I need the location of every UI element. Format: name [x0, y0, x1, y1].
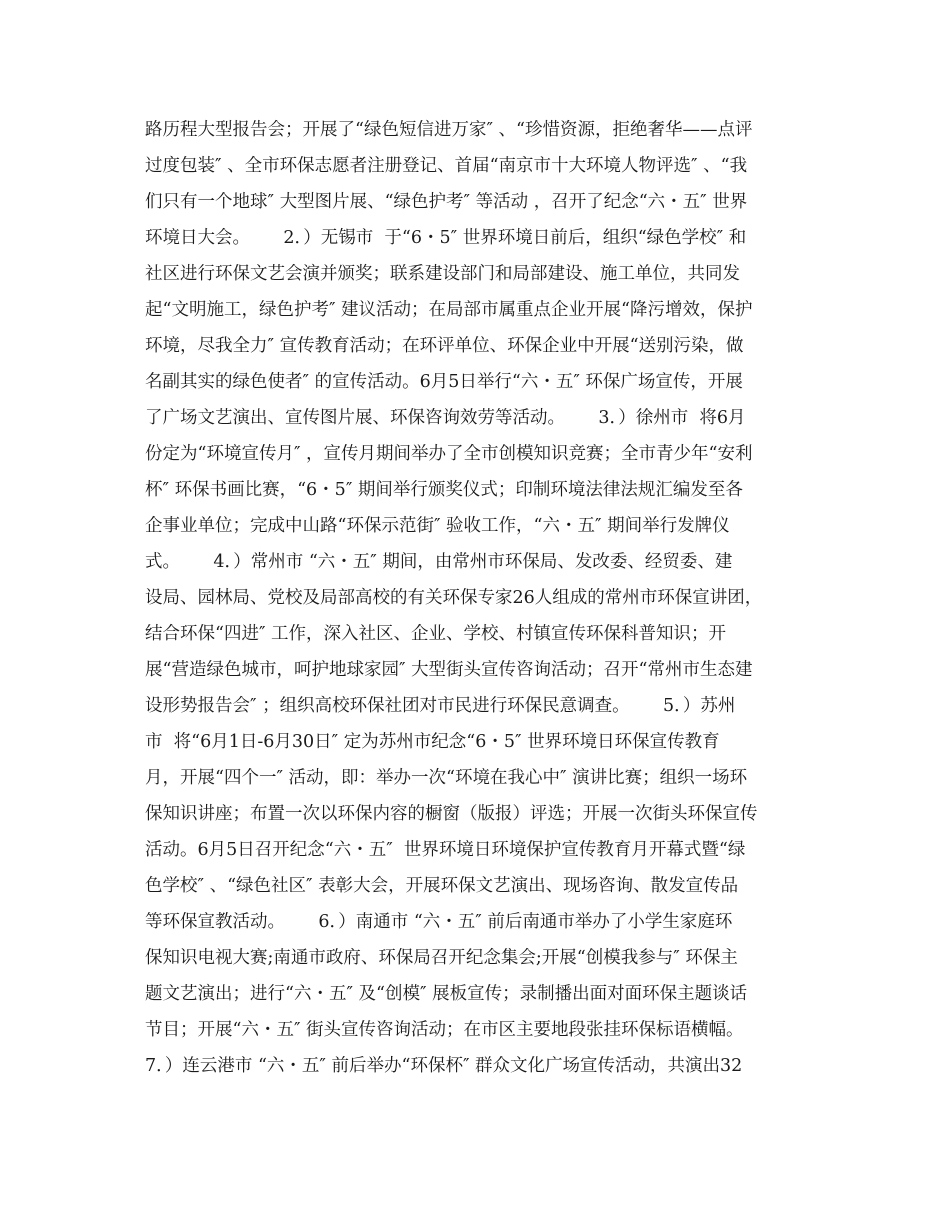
text-line: 题文艺演出；进行“六・五″ 及“创模″ 展板宣传；录制播出面对面环保主题谈话: [145, 984, 748, 1004]
text-line: 设形势报告会″ ；组织高校环保社团对市民进行环保民意调查。 5．）苏州: [145, 696, 736, 716]
text-line: 式。 4．）常州市 “六・五″ 期间，由常州市环保局、发改委、经贸委、建: [145, 552, 733, 572]
document-body-text: [145, 112, 810, 1084]
text-line: 结合环保“四进″ 工作，深入社区、企业、学校、村镇宣传环保科普知识；开: [145, 624, 727, 644]
text-line: 市 将“6月1日-6月30日″ 定为苏州市纪念“6・5″ 世界环境日环保宣传教育: [145, 732, 720, 752]
text-line: 保知识电视大赛;南通市政府、环保局召开纪念集会;开展“创模我参与″ 环保主: [145, 948, 738, 968]
text-line: 过度包装″ 、全市环保志愿者注册登记、首届“南京市十大环境人物评选″ 、“我: [145, 156, 748, 176]
text-line: 环境，尽我全力″ 宣传教育活动；在环评单位、环保企业中开展“送别污染，做: [145, 336, 744, 356]
text-line: 节目；开展“六・五″ 街头宣传咨询活动；在市区主要地段张挂环保标语横幅。: [145, 1020, 744, 1040]
text-line: 展“营造绿色城市，呵护地球家园″ 大型街头宣传咨询活动；召开“常州市生态建: [145, 660, 753, 680]
text-line: 保知识讲座；布置一次以环保内容的橱窗（版报）评选；开展一次街头环保宣传: [145, 804, 758, 824]
text-line: 们只有一个地球″ 大型图片展、“绿色护考″ 等活动 ，召开了纪念“六・五″ 世界: [145, 192, 748, 212]
text-line: 环境日大会。 2．）无锡市 于“6・5″ 世界环境日前后，组织“绿色学校″ 和: [145, 228, 747, 248]
text-line: 色学校″ 、“绿色社区″ 表彰大会，开展环保文艺演出、现场咨询、散发宣传品: [145, 876, 739, 896]
text-line: 7．）连云港市 “六・五″ 前后举办“环保杯″ 群众文化广场宣传活动，共演出32: [145, 1056, 743, 1076]
text-line: 等环保宣教活动。 6．）南通市 “六・五″ 前后南通市举办了小学生家庭环: [145, 912, 733, 932]
text-line: 企事业单位；完成中山路“环保示范街″ 验收工作，“六・五″ 期间举行发牌仪: [145, 516, 730, 536]
text-line: 月，开展“四个一″ 活动，即：举办一次“环境在我心中″ 演讲比赛；组织一场环: [145, 768, 748, 788]
text-line: 起“文明施工，绿色护考″ 建议活动；在局部市属重点企业开展“降污增效，保护: [145, 300, 753, 320]
text-line: 了广场文艺演出、宣传图片展、环保咨询效劳等活动。 3．）徐州市 将6月: [145, 408, 746, 428]
text-line: 份定为“环境宣传月″ ，宣传月期间举办了全市创模知识竞赛；全市青少年“安利: [145, 444, 753, 464]
text-line: 路历程大型报告会；开展了“绿色短信进万家″ 、“珍惜资源，拒绝奢华——点评: [145, 120, 753, 140]
text-line: 社区进行环保文艺会演并颁奖；联系建设部门和局部建设、施工单位，共同发: [145, 264, 740, 284]
text-line: 活动。6月5日召开纪念“六・五″ 世界环境日环境保护宣传教育月开幕式暨“绿: [145, 840, 746, 860]
text-line: 设局、园林局、党校及局部高校的有关环保专家26人组成的常州市环保宣讲团，: [145, 588, 763, 608]
text-line: 杯″ 环保书画比赛，“6・5″ 期间举行颁奖仪式；印制环境法律法规汇编发至各: [145, 480, 743, 500]
text-line: 名副其实的绿色使者″ 的宣传活动。6月5日举行“六・五″ 环保广场宣传，开展: [145, 372, 743, 392]
